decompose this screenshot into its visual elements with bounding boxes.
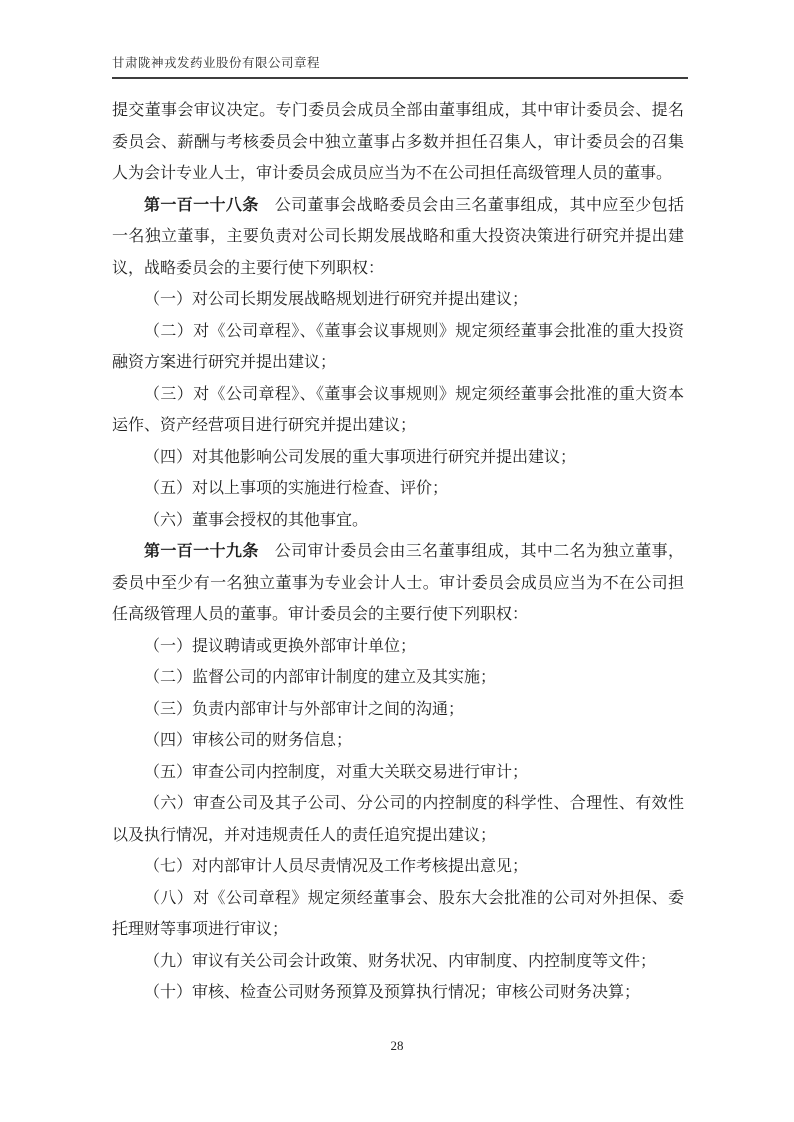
- list-item-paragraph: （四）审核公司的财务信息；: [144, 732, 353, 749]
- list-item-paragraph: （三）负责内部审计与外部审计之间的沟通；: [144, 700, 465, 718]
- list-item-paragraph: （六）董事会授权的其他事宜。: [144, 511, 369, 529]
- article-paragraph: [112, 190, 684, 285]
- article-number: 第一百一十九条: [144, 543, 259, 560]
- document-body: [112, 95, 684, 1009]
- document-header: [112, 53, 688, 79]
- list-item-paragraph: （八）对《公司章程》规定须经董事会、股东大会批准的公司对外担保、委托理财等事项进行审议；: [112, 889, 684, 938]
- list-item-paragraph: （五）对以上事项的实施进行检查、评价；: [144, 480, 449, 497]
- list-item-paragraph: （一）提议聘请或更换外部审计单位；: [144, 637, 417, 655]
- list-item-paragraph: （七）对内部审计人员尽责情况及工作考核提出意见；: [144, 858, 529, 875]
- article-text: 公司审计委员会由三名董事组成，其中二名为独立董事，委员中至少有一名独立董事为专业会计人士。审计委员会成员应当为不在公司担任高级管理人员的董事。审计委员会的主要行使下列职权：: [112, 543, 684, 623]
- list-item-paragraph: （二）对《公司章程》、《董事会议事规则》规定须经董事会批准的重大投资融资方案进行研究并提出建议；: [112, 322, 684, 371]
- page-footer: [0, 1038, 794, 1054]
- article-number: 第一百一十八条: [144, 196, 259, 214]
- list-item-paragraph: （二）监督公司的内部审计制度的建立及其实施；: [144, 669, 497, 686]
- article-paragraph: [112, 536, 684, 631]
- list-item-paragraph: （一）对公司长期发展战略规划进行研究并提出建议；: [144, 291, 529, 308]
- article-text: 公司董事会战略委员会由三名董事组成，其中应至少包括一名独立董事，主要负责对公司长期发展战略和重大投资决策进行研究并提出建议，战略委员会的主要行使下列职权：: [112, 196, 684, 277]
- list-item-paragraph: （十）审核、检查公司财务预算及预算执行情况；审核公司财务决算；: [144, 984, 641, 1001]
- document-header-title: 甘肃陇神戎发药业股份有限公司章程: [112, 56, 321, 70]
- list-item-paragraph: （四）对其他影响公司发展的重大事项进行研究并提出建议；: [144, 448, 577, 466]
- page-number: 28: [390, 1038, 404, 1053]
- list-item-paragraph: （三）对《公司章程》、《董事会议事规则》规定须经董事会批准的重大资本运作、资产经营项目进行研究并提出建议；: [112, 385, 684, 434]
- list-item-paragraph: （九）审议有关公司会计政策、财务状况、内审制度、内控制度等文件；: [144, 952, 657, 970]
- list-item-paragraph: （六）审查公司及其子公司、分公司的内控制度的科学性、合理性、有效性以及执行情况，并对违规责任人的责任追究提出建议；: [112, 795, 684, 844]
- body-paragraph: 提交董事会审议决定。专门委员会成员全部由董事组成，其中审计委员会、提名委员会、薪酬与考核委员会中独立董事占多数并担任召集人，审计委员会的召集人为会计专业人士，审计委员会成员应当为不在公司担任高级管理人员的董事。: [112, 102, 684, 182]
- list-item-paragraph: （五）审查公司内控制度，对重大关联交易进行审计；: [144, 763, 529, 781]
